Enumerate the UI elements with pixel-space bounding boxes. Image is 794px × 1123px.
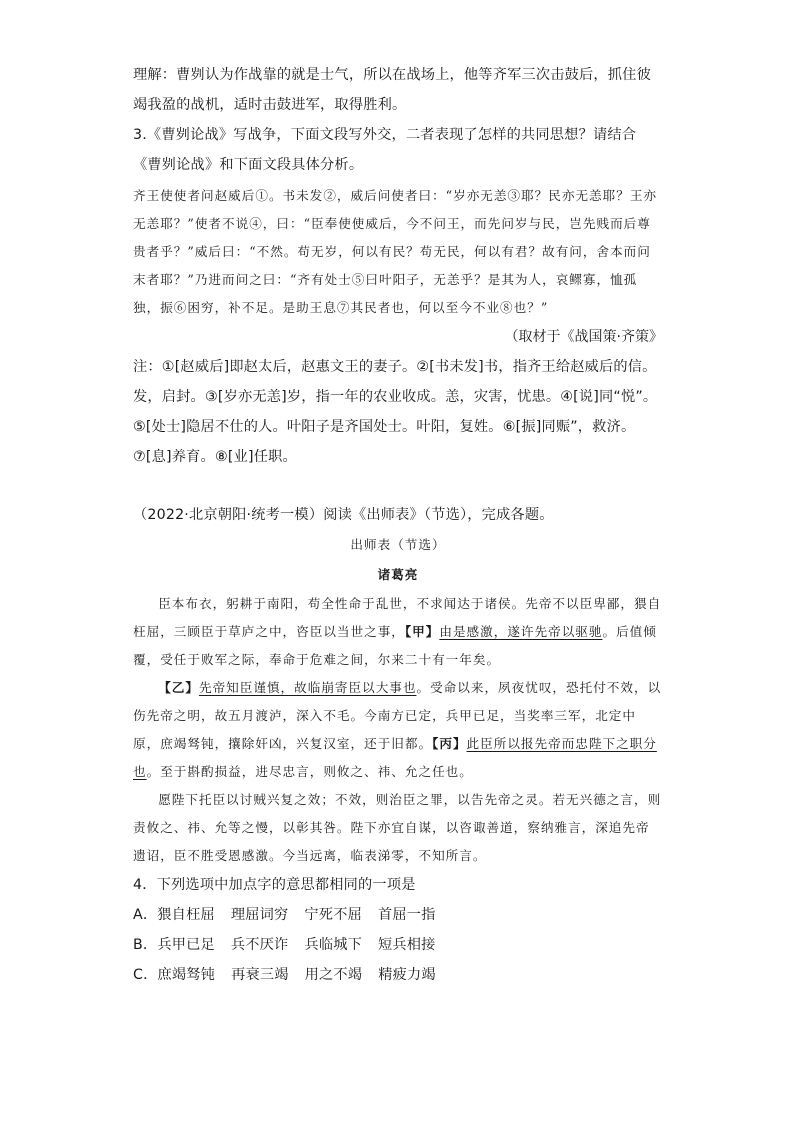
marker-bing: 【丙】 — [432, 736, 467, 751]
underlined-sentence-jia: 由是感激，遂许先帝以驱驰 — [439, 624, 603, 639]
question-3: 3.《曹刿论战》写战争，下面文段写外交，二者表现了怎样的共同思想？请结合《曹刿论战》和下面文段具体分析。 — [133, 127, 637, 173]
passage-author: 诸葛亮 — [377, 567, 419, 582]
option-label: A． — [133, 907, 158, 923]
chushibiao-paragraph-3: 愿陛下托臣以讨贼兴复之效；不效，则治臣之罪，以告先帝之灵。若无兴德之言，则责攸之、祎、允等之慢，以彰其咎。陛下亦宜自谋，以咨诹善道，察纳雅言，深追先帝遗诏，臣不胜受恩感激。今当远离，临表涕零，不知所言。 — [133, 792, 662, 863]
underlined-sentence-yi: 先帝知臣谨慎，故临崩寄臣以大事也 — [198, 680, 417, 695]
annotations: 注：①[赵威后]即赵太后，赵惠文王的妻子。②[书未发]书，指齐王给赵威后的信。发，启封。③[岁亦无恙]岁，指一年的农业收成。恙，灾害，忧患。④[说]同“悦”。⑤[处士]隐居不仕的人。叶阳子是齐国处士。叶阳，复姓。⑥[振]同赈”，救济。⑦[息]养育。⑧[业]任职。 — [133, 359, 658, 465]
option-label: B． — [133, 937, 158, 953]
passage-zhao-weihou: 齐王使使者问赵威后①。书未发②，威后问使者曰：“岁亦无恙③耶？民亦无恙耶？王亦无恙耶？”使者不说④，曰：“臣奉使使威后，今不问王，而先问岁与民，岂先贱而后尊贵者乎？”威后曰：“不然。苟无岁，何以有民？苟无民，何以有君？故有问，舍本而问末者耶？”乃进而问之曰：“齐有处士⑤曰叶阳子，无恙乎？是其为人，哀鳏寡，恤孤独，振⑥困穷，补不足。是助王息⑦其民者也，何以至今不业⑧也？” — [133, 188, 658, 315]
answer-explanation: 理解：曹刿认为作战靠的就是士气，所以在战场上，他等齐军三次击鼓后，抓住彼竭我盈的战机，适时击鼓进军，取得胜利。 — [133, 67, 651, 113]
option-label: C． — [133, 967, 158, 983]
section-header: （2022·北京朝阳·统考一模）阅读《出师表》（节选），完成各题。 — [133, 507, 554, 523]
option-c[interactable]: C．庶竭驽钝 再衰三竭 用之不竭 精疲力竭 — [133, 967, 436, 983]
option-a[interactable]: A．猥自枉屈 理屈词穷 宁死不屈 首屈一指 — [133, 907, 436, 923]
passage-source: （取材于《战国策·齐策》 — [504, 329, 663, 345]
document-page — [133, 60, 663, 990]
chushibiao-paragraph-1: 臣本布衣，躬耕于南阳，苟全性命于乱世，不求闻达于诸侯。先帝不以臣卑鄙，猥自枉屈，三顾臣于草庐之中，咨臣以当世之事，【甲】由是感激，遂许先帝以驱驰。后值倾覆，受任于败军之际，奉命于危难之间，尔来二十有一年矣。 — [133, 596, 662, 667]
passage-title: 出师表（节选） — [350, 537, 446, 552]
marker-jia: 【甲】 — [404, 624, 440, 639]
option-b[interactable]: B．兵甲已足 兵不厌诈 兵临城下 短兵相接 — [133, 937, 436, 953]
underlined-sentence-bing: 此臣所以报先帝而忠陛下之职分也 — [133, 736, 657, 779]
marker-yi: 【乙】 — [158, 680, 199, 695]
chushibiao-paragraph-2: 【乙】先帝知臣谨慎，故临崩寄臣以大事也。受命以来，夙夜忧叹，恐托付不效，以伤先帝之明，故五月渡泸，深入不毛。今南方已定，兵甲已足，当奖率三军，北定中原，庶竭驽钝，攘除奸凶，兴复汉室，还于旧都。【丙】此臣所以报先帝而忠陛下之职分也。至于斟酌损益，进尽忠言，则攸之、祎、允之任也。 — [133, 680, 662, 779]
question-4: 4．下列选项中加点字的意思都相同的一项是 — [133, 877, 416, 893]
